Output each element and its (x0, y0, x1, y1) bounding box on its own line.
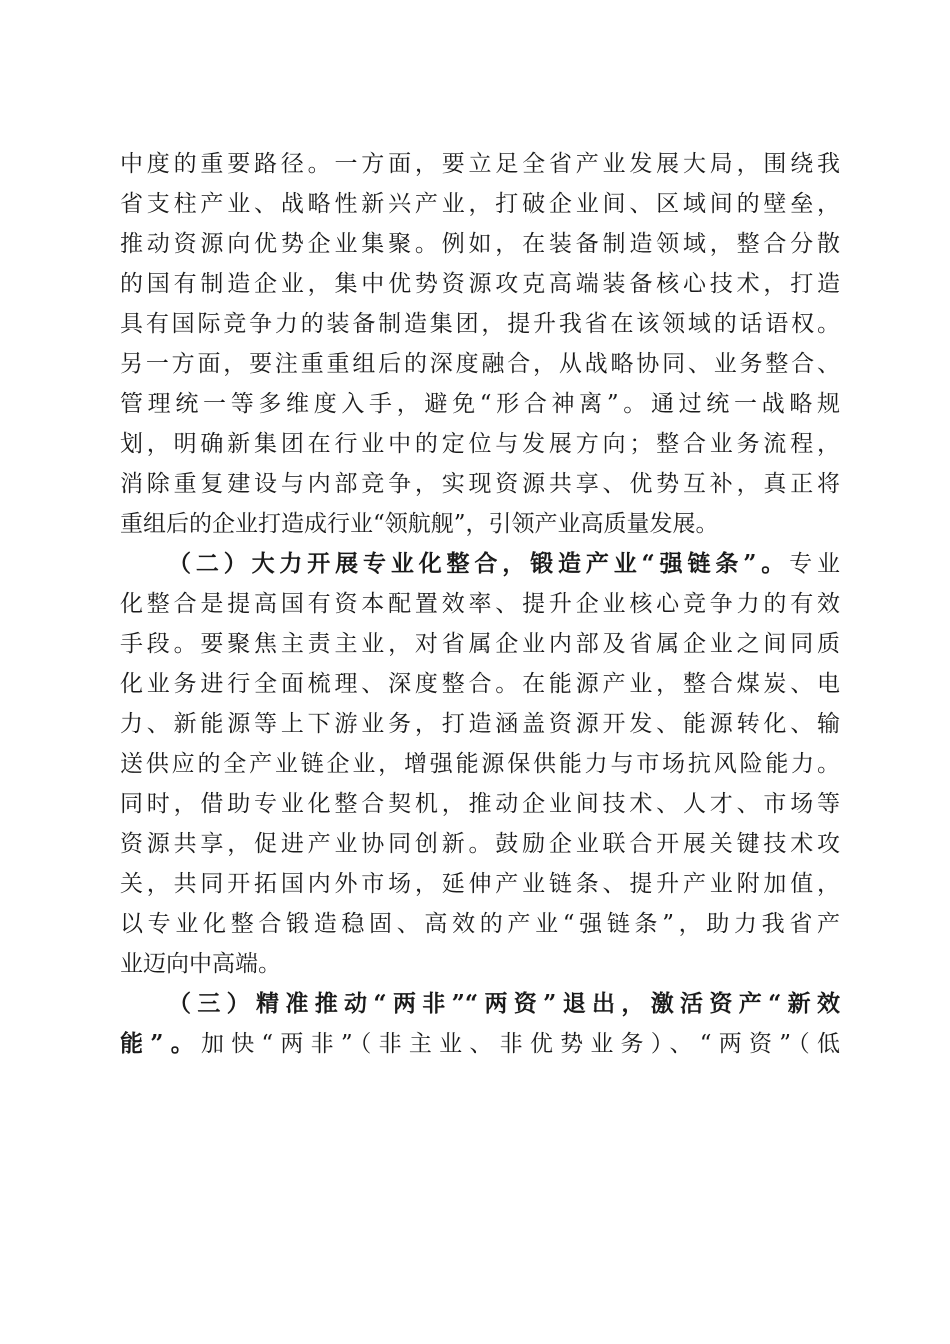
paragraph-line: 手段。要聚焦主责主业，对省属企业内部及省属企业之间同质 (120, 631, 840, 657)
paragraph-line: 关，共同开拓国内外市场，延伸产业链条、提升产业附加值， (120, 871, 840, 897)
paragraph-line: 省支柱产业、战略性新兴产业，打破企业间、区域间的壁垒， (120, 191, 840, 217)
paragraph-line: 送供应的全产业链企业，增强能源保供能力与市场抗风险能力。 (120, 751, 840, 777)
section-heading: （三）精准推动“两非”“两资”退出，激活资产“新效 (168, 990, 840, 1017)
section-heading-end: 能”。 (120, 1030, 201, 1057)
paragraph-line: 重组后的企业打造成行业“领航舰”，引领产业高质量发展。 (120, 511, 719, 537)
heading-continuation: 专业 (789, 551, 840, 577)
paragraph-line: 的国有制造企业，集中优势资源攻克高端装备核心技术，打造 (120, 271, 840, 297)
paragraph-line: 消除重复建设与内部竞争，实现资源共享、优势互补，真正将 (120, 471, 840, 497)
paragraph-line: 以专业化整合锻造稳固、高效的产业“强链条”，助力我省产 (120, 911, 840, 937)
paragraph-2 (120, 544, 840, 984)
paragraph-line: 力、新能源等上下游业务，打造涵盖资源开发、能源转化、输 (120, 711, 840, 737)
paragraph-line: 资源共享，促进产业协同创新。鼓励企业联合开展关键技术攻 (120, 831, 840, 857)
section-heading: （二）大力开展专业化整合，锻造产业“强链条”。 (168, 550, 790, 577)
paragraph-3 (120, 984, 840, 1064)
paragraph-line: 具有国际竞争力的装备制造集团，提升我省在该领域的话语权。 (120, 311, 840, 337)
paragraph-line: 划，明确新集团在行业中的定位与发展方向；整合业务流程， (120, 431, 840, 457)
paragraph-line: 管理统一等多维度入手，避免“形合神离”。通过统一战略规 (120, 391, 840, 417)
paragraph-line: 业迈向中高端。 (120, 951, 281, 977)
paragraph-line: 中度的重要路径。一方面，要立足全省产业发展大局，围绕我 (120, 151, 840, 177)
paragraph-line: 化整合是提高国有资本配置效率、提升企业核心竞争力的有效 (120, 591, 840, 617)
paragraph-line: 同时，借助专业化整合契机，推动企业间技术、人才、市场等 (120, 791, 840, 817)
paragraph-1 (120, 144, 840, 544)
paragraph-line (120, 1024, 840, 1064)
paragraph-line: 另一方面，要注重重组后的深度融合，从战略协同、业务整合、 (120, 351, 840, 377)
paragraph-line: 化业务进行全面梳理、深度整合。在能源产业，整合煤炭、电 (120, 671, 840, 697)
paragraph-text: 加快“两非”（非主业、非优势业务）、“两资”（低 (200, 1031, 840, 1057)
body-text (120, 144, 840, 1064)
paragraph-first-line (120, 544, 840, 584)
paragraph-line: 推动资源向优势企业集聚。例如，在装备制造领域，整合分散 (120, 231, 840, 257)
